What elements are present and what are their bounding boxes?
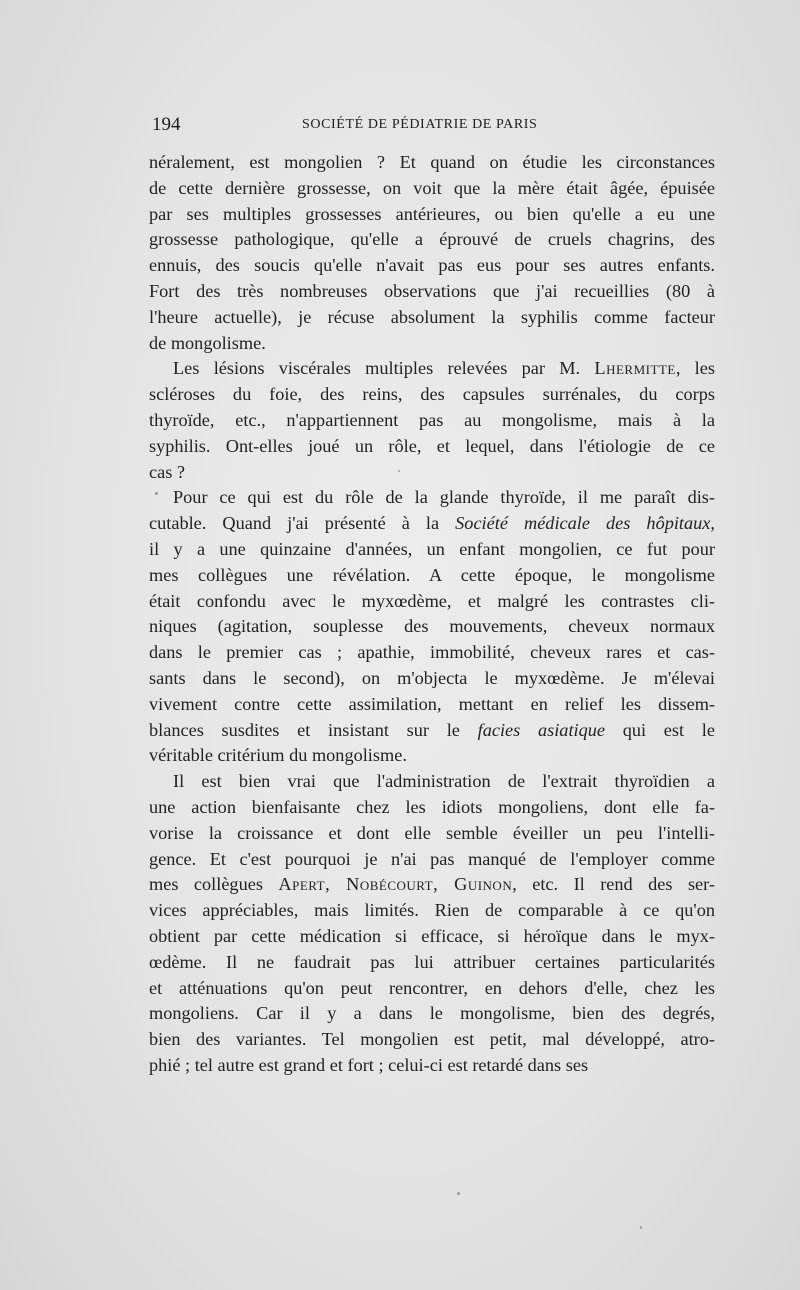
text-line — [149, 150, 715, 176]
line-text: véritable critérium du mongolisme. — [149, 745, 407, 766]
line-text: gence. Et c'est pourquoi je n'ai pas manqué de l'employer comme — [149, 848, 715, 869]
line-text: et atténuations qu'on peut rencontrer, en dehors d'elle, chez les — [149, 977, 715, 998]
line-text: dans le premier cas ; apathie, immobilité, cheveux rares et cas- — [149, 642, 715, 663]
text-line — [149, 1053, 715, 1079]
text-line — [149, 227, 715, 253]
line-text: qui est le — [605, 719, 715, 740]
line-text: Pour ce qui est du rôle de la glande thyroïde, il me paraît dis- — [173, 487, 715, 508]
text-line — [149, 666, 715, 692]
line-text: néralement, est mongolien ? Et quand on étudie les circonstances — [149, 152, 715, 172]
line-text: l'heure actuelle), je récuse absolument la syphilis comme facteur — [149, 306, 715, 327]
text-line — [149, 795, 715, 821]
text-line — [149, 898, 715, 924]
text-line — [149, 305, 715, 331]
text-line — [149, 408, 715, 434]
line-text: bien des variantes. Tel mongolien est petit, mal développé, atro- — [149, 1029, 715, 1050]
line-text: scléroses du foie, des reins, des capsules surrénales, du corps — [149, 384, 715, 405]
line-text: sants dans le second), on m'objecta le myxœdème. Je m'élevai — [149, 667, 715, 688]
text-line — [149, 769, 715, 795]
line-text: de cette dernière grossesse, on voit que la mère était âgée, épuisée — [149, 177, 715, 198]
line-text: phié ; tel autre est grand et fort ; celui-ci est retardé dans ses — [149, 1054, 589, 1075]
text-line — [149, 485, 715, 511]
line-text: Il est bien vrai que l'administration de l'extrait thyroïdien a — [173, 771, 715, 792]
text-line — [149, 279, 715, 305]
text-line — [149, 821, 715, 847]
text-line — [149, 176, 715, 202]
line-text: il y a une quinzaine d'années, un enfant mongolien, ce fut pour — [149, 538, 715, 559]
text-line — [149, 511, 715, 537]
text-line — [149, 253, 715, 279]
author-names: Apert, Nobécourt, Guinon — [278, 874, 513, 895]
line-text: obtient par cette médication si efficace, si héroïque dans le myx- — [149, 925, 715, 946]
text-line — [149, 589, 715, 615]
line-text: une action bienfaisante chez les idiots mongoliens, dont elle fa- — [149, 796, 715, 817]
page-header — [152, 114, 712, 142]
text-line — [149, 202, 715, 228]
text-line — [149, 1001, 715, 1027]
paper-speck — [640, 1226, 642, 1229]
text-line — [149, 614, 715, 640]
line-text: mes collègues — [149, 874, 279, 895]
line-text: vivement contre cette assimilation, mettant en relief les dissem- — [149, 693, 715, 714]
text-line — [149, 976, 715, 1002]
text-line — [149, 924, 715, 950]
line-text: thyroïde, etc., n'appartiennent pas au mongolisme, mais à la — [149, 409, 715, 430]
line-text: grossesse pathologique, qu'elle a éprouvé de cruels chagrins, des — [149, 229, 715, 250]
text-line — [149, 692, 715, 718]
line-text: vices appréciables, mais limités. Rien de comparable à ce qu'on — [149, 900, 715, 921]
body-text — [149, 150, 715, 1079]
paper-speck — [457, 1192, 460, 1195]
line-text: de mongolisme. — [149, 332, 266, 353]
paper-speck — [155, 492, 158, 495]
text-line — [149, 718, 715, 744]
text-line — [149, 460, 715, 486]
text-line — [149, 331, 715, 357]
text-line — [149, 356, 715, 382]
line-text: Fort des très nombreuses observations que j'ai recueillies (80 à — [149, 280, 715, 301]
line-text: , etc. Il rend des ser- — [512, 874, 715, 895]
line-text: œdème. Il ne faudrait pas lui attribuer certaines particularités — [149, 951, 715, 972]
italic-text: facies asiatique — [477, 719, 606, 740]
author-names: Lhermitte — [594, 358, 676, 379]
text-line — [149, 950, 715, 976]
running-head: SOCIÉTÉ DE PÉDIATRIE DE PARIS — [302, 117, 538, 132]
text-line — [149, 537, 715, 563]
line-text: vorise la croissance et dont elle semble éveiller un peu l'intelli- — [149, 822, 715, 843]
text-line — [149, 640, 715, 666]
text-line — [149, 743, 715, 769]
line-text: cas ? — [149, 461, 186, 482]
line-text: , — [710, 513, 715, 534]
italic-text: Société médicale des hôpitaux — [455, 513, 711, 534]
text-line — [149, 847, 715, 873]
paper-speck — [398, 470, 400, 472]
line-text: mes collègues une révélation. A cette époque, le mongolisme — [149, 564, 715, 585]
line-text: était confondu avec le myxœdème, et malgré les contrastes cli- — [149, 590, 715, 611]
text-line — [149, 382, 715, 408]
line-text: Les lésions viscérales multiples relevées par M. — [173, 358, 595, 379]
text-line — [149, 434, 715, 460]
line-text: niques (agitation, souplesse des mouvements, cheveux normaux — [149, 616, 715, 637]
text-line — [149, 563, 715, 589]
line-text: blances susdites et insistant sur le — [149, 719, 478, 740]
page-number: 194 — [152, 114, 181, 135]
line-text: , les — [675, 358, 715, 379]
line-text: syphilis. Ont-elles joué un rôle, et lequel, dans l'étiologie de ce — [149, 435, 715, 456]
line-text: cutable. Quand j'ai présenté à la — [149, 513, 456, 534]
text-line — [149, 1027, 715, 1053]
text-line — [149, 872, 715, 898]
line-text: ennuis, des soucis qu'elle n'avait pas eus pour ses autres enfants. — [149, 255, 715, 276]
line-text: mongoliens. Car il y a dans le mongolisme, bien des degrés, — [149, 1003, 715, 1024]
line-text: par ses multiples grossesses antérieures, ou bien qu'elle a eu une — [149, 203, 715, 224]
